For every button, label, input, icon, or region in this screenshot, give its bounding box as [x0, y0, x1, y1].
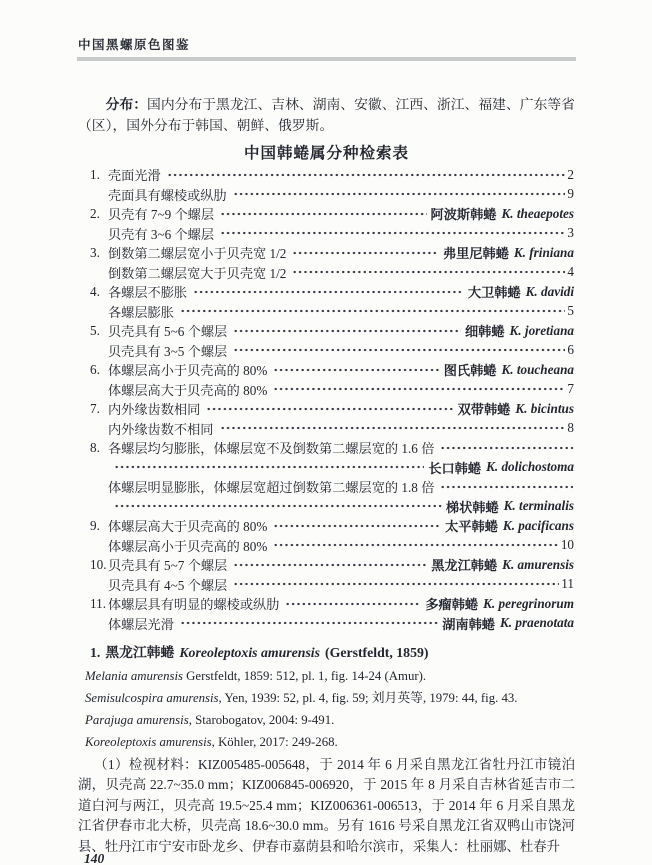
dot-leader — [440, 481, 573, 493]
key-row — [78, 302, 575, 322]
key-row — [78, 575, 575, 595]
dot-leader — [167, 169, 566, 181]
key-row — [78, 536, 575, 556]
distribution-paragraph — [78, 94, 575, 136]
key-row — [78, 282, 575, 302]
species-name-chinese: 阿波斯韩蜷 — [430, 207, 497, 223]
key-row — [78, 419, 575, 439]
key-row — [78, 614, 575, 634]
dot-leader — [273, 520, 441, 532]
dot-leader — [233, 578, 559, 590]
species-name-latin: K. praenotata — [499, 615, 574, 631]
key-row — [78, 321, 575, 341]
dot-leader — [180, 617, 438, 629]
key-row — [78, 185, 575, 205]
couplet-target-number: 6 — [567, 342, 574, 358]
key-row — [78, 263, 575, 283]
couplet-number: 9. — [90, 517, 100, 533]
dot-leader — [220, 208, 426, 220]
couplet-number: 8. — [90, 439, 100, 455]
key-row — [78, 438, 575, 458]
couplet-number: 1. — [90, 166, 100, 182]
couplet-text: 壳面具有螺棱或纵肋 — [108, 187, 227, 203]
key-row — [78, 458, 575, 478]
synonym-latin-name: Melania amurensis — [85, 669, 183, 683]
species-name-latin: K. dolichostoma — [486, 459, 574, 475]
couplet-text: 贝壳有 3~6 个螺层 — [108, 226, 215, 242]
synonym-line — [78, 687, 575, 709]
couplet-number: 7. — [90, 400, 100, 416]
key-row — [78, 341, 575, 361]
key-row — [78, 516, 575, 536]
species-name-chinese: 细韩蜷 — [464, 324, 505, 340]
distribution-text: 国内分布于黑龙江、吉林、湖南、安徽、江西、浙江、福建、广东等省（区），国外分布于韩国、朝鲜、俄罗斯。 — [78, 97, 576, 133]
couplet-target-number: 11 — [561, 576, 574, 592]
species-name-latin: K. theaepotes — [501, 205, 574, 221]
species-heading-number: 1. — [90, 645, 101, 660]
couplet-number: 11. — [90, 595, 106, 611]
dot-leader — [193, 286, 464, 298]
key-row — [78, 204, 575, 224]
species-heading-author: (Gerstfeldt, 1859) — [325, 645, 429, 660]
key-row — [78, 360, 575, 380]
page-content — [78, 94, 575, 857]
couplet-text: 体螺层光滑 — [108, 616, 174, 632]
couplet-text: 贝壳具有 3~5 个螺层 — [108, 343, 228, 359]
species-name-latin: K. pacificans — [502, 517, 574, 533]
couplet-text: 各螺层均匀膨胀，体螺层宽不及倒数第二螺层宽的 1.6 倍 — [108, 441, 435, 457]
species-name-latin: K. amurensis — [502, 556, 574, 572]
species-name-chinese: 图氏韩蜷 — [443, 363, 497, 379]
species-name-latin: K. toucheana — [501, 361, 574, 377]
key-title: 中国韩蜷属分种检索表 — [243, 145, 409, 162]
couplet-text: 内外缘齿数不相同 — [108, 421, 214, 437]
species-name-chinese: 大卫韩蜷 — [467, 285, 521, 301]
couplet-number: 10. — [90, 556, 107, 572]
dot-leader — [114, 500, 442, 512]
dot-leader — [233, 559, 427, 571]
couplet-target-number: 7 — [567, 381, 574, 397]
couplet-number: 5. — [90, 322, 100, 338]
key-row — [78, 594, 575, 614]
dot-leader — [233, 344, 565, 356]
species-name-chinese: 长口韩蜷 — [428, 460, 482, 476]
couplet-number: 3. — [90, 244, 100, 260]
couplet-text: 倒数第二螺层宽大于贝壳宽 1/2 — [108, 265, 287, 281]
synonymy-list — [78, 665, 575, 753]
couplet-number: 4. — [90, 283, 100, 299]
key-row — [78, 380, 575, 400]
couplet-text: 贝壳具有 5~6 个螺层 — [108, 324, 228, 340]
key-row — [78, 165, 575, 185]
dot-leader — [233, 188, 566, 200]
couplet-target-number: 4 — [567, 264, 574, 280]
dot-leader — [292, 247, 439, 259]
couplet-text: 倒数第二螺层宽小于贝壳宽 1/2 — [108, 246, 287, 262]
dot-leader — [114, 461, 424, 473]
couplet-text: 各螺层膨胀 — [108, 304, 174, 320]
couplet-text: 各螺层不膨胀 — [108, 285, 188, 301]
synonym-citation: Gerstfeldt, 1859: 512, pl. 1, fig. 14-24 (Amur). — [182, 669, 427, 683]
distribution-label: 分布： — [105, 97, 148, 112]
dot-leader — [273, 539, 558, 551]
couplet-text: 体螺层高大于贝壳高的 80% — [108, 382, 268, 398]
key-row — [78, 555, 575, 575]
couplet-text: 内外缘齿数相同 — [108, 402, 201, 418]
key-row — [78, 224, 575, 244]
couplet-number: 6. — [90, 361, 100, 377]
key-row — [78, 243, 575, 263]
species-name-latin: K. bicintus — [515, 400, 574, 416]
material-paragraph: （1）检视材料：KIZ005485-005648，于 2014 年 6 月采自黑龙江省牡丹江市镜泊湖，贝壳高 22.7~35.0 mm；KIZ006845-006920，于 2015 年 8 月采自吉林省延吉市二道白河与两江，贝壳高 19.5~25.4 mm；KIZ006361-006513，于 2014 年 6 月采自黑龙江省伊春市北大桥，贝壳高 18.6~30.0 mm。另有 1616 号采自黑龙江省双鸭山市饶河县、牡丹江市宁安市卧龙乡、伊春市嘉荫县和哈尔滨市，采集人：杜丽娜、杜春升 — [78, 757, 575, 854]
species-name-latin: K. peregrinorum — [483, 595, 574, 611]
dot-leader — [233, 325, 461, 337]
species-name-chinese: 弗里尼韩蜷 — [442, 246, 509, 262]
species-name-chinese: 黑龙江韩蜷 — [431, 558, 498, 574]
synonym-latin-name: Koreoleptoxis amurensis — [85, 735, 212, 749]
species-name-chinese: 双带韩蜷 — [457, 402, 511, 418]
synonym-citation: , Starobogatov, 2004: 9-491. — [188, 713, 335, 727]
species-heading — [78, 643, 575, 663]
synonym-citation: , Köhler, 2017: 249-268. — [211, 735, 338, 749]
dot-leader — [292, 266, 565, 278]
species-name-chinese: 湖南韩蜷 — [442, 616, 495, 632]
species-name-chinese: 梯状韩蜷 — [445, 499, 499, 515]
dot-leader — [220, 422, 566, 434]
key-row — [78, 497, 575, 517]
species-name-latin: K. joretiana — [509, 322, 574, 338]
dot-leader — [220, 227, 565, 239]
dot-leader — [180, 305, 565, 317]
couplet-text: 体螺层具有明显的螺棱或纵肋 — [108, 597, 280, 613]
header-rule — [77, 57, 576, 61]
synonym-latin-name: Semisulcospira amurensis — [85, 691, 219, 705]
species-name-chinese: 多瘤韩蜷 — [425, 597, 479, 613]
couplet-target-number: 10 — [560, 537, 574, 553]
key-row — [78, 477, 575, 497]
couplet-text: 贝壳具有 4~5 个螺层 — [108, 577, 228, 593]
dot-leader — [440, 442, 573, 454]
synonym-line — [78, 709, 575, 731]
species-heading-chinese: 黑龙江韩蜷 — [105, 645, 175, 660]
page-number: 140 — [84, 851, 105, 865]
dot-leader — [273, 364, 439, 376]
key-row — [78, 399, 575, 419]
couplet-target-number: 2 — [567, 166, 574, 182]
dot-leader — [206, 403, 453, 415]
species-name-latin: K. terminalis — [503, 498, 574, 514]
dot-leader — [285, 598, 421, 610]
species-name-chinese: 太平韩蜷 — [445, 519, 498, 535]
dot-leader — [273, 383, 565, 395]
couplet-target-number: 9 — [567, 186, 574, 202]
couplet-text: 体螺层高小于贝壳高的 80% — [108, 363, 268, 379]
synonym-citation: , Yen, 1939: 52, pl. 4, fig. 59; 刘月英等, 1979: 44, fig. 43. — [218, 691, 518, 705]
running-head: 中国黑螺原色图鉴 — [78, 38, 191, 52]
couplet-target-number: 3 — [567, 225, 574, 241]
couplet-text: 体螺层高小于贝壳高的 80% — [108, 538, 268, 554]
couplet-number: 2. — [90, 205, 100, 221]
species-name-latin: K. davidi — [525, 283, 574, 299]
synonym-line — [78, 731, 575, 753]
species-heading-latin: Koreoleptoxis amurensis — [179, 645, 321, 660]
couplet-text: 体螺层明显膨胀，体螺层宽超过倒数第二螺层宽的 1.8 倍 — [108, 480, 435, 496]
couplet-target-number: 8 — [567, 420, 574, 436]
couplet-text: 体螺层高大于贝壳高的 80% — [108, 519, 268, 535]
couplet-text: 贝壳有 7~9 个螺层 — [108, 207, 215, 223]
synonym-line — [78, 665, 575, 687]
synonym-latin-name: Parajuga amurensis — [85, 713, 189, 727]
couplet-text: 贝壳具有 5~7 个螺层 — [108, 558, 228, 574]
identification-key — [78, 165, 575, 633]
couplet-target-number: 5 — [567, 303, 574, 319]
species-name-latin: K. friniana — [513, 244, 574, 260]
couplet-text: 壳面光滑 — [108, 168, 161, 184]
